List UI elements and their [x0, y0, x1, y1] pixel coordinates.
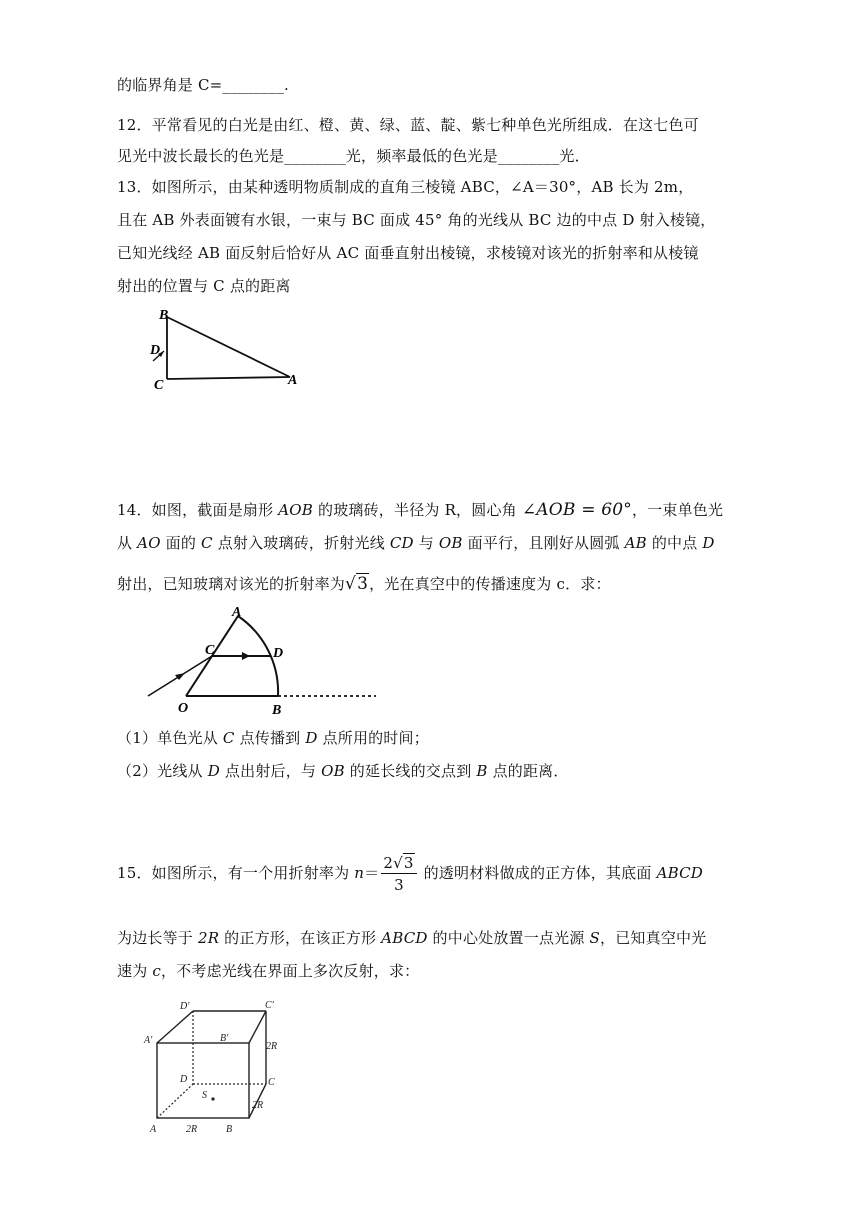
q13-line2: 且在 AB 外表面镀有水银，一束与 BC 面成 45° 角的光线从 BC 边的中点 D 射入棱镜， — [117, 211, 716, 229]
sqrt-3: √3 — [345, 574, 369, 594]
label-b: B — [226, 1124, 233, 1135]
label-b: B — [159, 308, 169, 323]
fraction-2sqrt3-over-3: $\frac{2√3}{3}$ — [381, 853, 416, 896]
label-edge-2r-bottom: 2R — [186, 1124, 198, 1135]
label-c: C — [154, 378, 164, 393]
q11-tail: 的临界角是 C=________. — [117, 76, 289, 94]
q13-line3: 已知光线经 AB 面反射后恰好从 AC 面垂直射出棱镜，求棱镜对该光的折射率和从棱镜 — [117, 244, 699, 262]
q14-sub2: （2）光线从 D 点出射后，与 OB 的延长线的交点到 B 点的距离． — [117, 762, 569, 780]
label-b1: B′ — [220, 1033, 229, 1044]
q15-cube-figure — [140, 995, 290, 1140]
label-c1: C′ — [265, 1000, 274, 1011]
q13-line1: 13．如图所示，由某种透明物质制成的直角三棱镜 ABC，∠A＝30°，AB 长为 2m， — [117, 178, 694, 196]
prism-side-ca — [167, 377, 290, 379]
q13-line4: 射出的位置与 C 点的距离 — [117, 277, 291, 295]
prism-side-ab — [167, 317, 290, 377]
q14-sub1: （1）单色光从 C 点传播到 D 点所用的时间； — [117, 729, 429, 747]
q14-line2: 从 AO 面的 C 点射入玻璃砖，折射光线 CD 与 OB 面平行，且刚好从圆弧 AB 的中点 D — [117, 534, 715, 552]
q14-line1: 14．如图，截面是扇形 AOB 的玻璃砖，半径为 R，圆心角 ∠AOB = 60°，一束单色光 — [117, 500, 724, 520]
label-edge-2r-depth: 2R — [252, 1100, 264, 1111]
label-d1: D′ — [180, 1001, 190, 1012]
label-a: A — [150, 1124, 157, 1135]
label-a: A — [288, 373, 298, 388]
label-a: A — [232, 605, 242, 620]
label-d: D — [273, 646, 284, 661]
label-a1: A′ — [144, 1035, 153, 1046]
edge-b1-c1 — [249, 1011, 266, 1043]
q12-line2: 见光中波长最长的色光是________光，频率最低的色光是________光． — [117, 147, 590, 165]
refracted-arrowhead — [242, 652, 250, 660]
label-c: C — [205, 643, 215, 658]
edge-a1-d1 — [157, 1011, 193, 1043]
label-edge-2r-vertical: 2R — [266, 1041, 278, 1052]
label-c: C — [268, 1077, 275, 1088]
q15-line2: 为边长等于 2R 的正方形，在该正方形 ABCD 的中心处放置一点光源 S，已知真空中光 — [117, 929, 707, 947]
label-s: S — [202, 1090, 207, 1101]
q12-line1: 12．平常看见的白光是由红、橙、黄、绿、蓝、靛、紫七种单色光所组成．在这七色可 — [117, 116, 699, 134]
light-source-dot — [211, 1097, 214, 1100]
q13-prism-figure — [140, 302, 310, 394]
label-b: B — [272, 703, 282, 718]
label-o: O — [178, 701, 189, 716]
hidden-edge-a-d — [157, 1084, 193, 1118]
q14-sector-figure — [140, 600, 390, 720]
label-d: D — [180, 1074, 188, 1085]
q14-line3: 射出，已知玻璃对该光的折射率为√3，光在真空中的传播速度为 c．求： — [117, 574, 611, 594]
q15-line1: 15．如图所示，有一个用折射率为 n＝ $\frac{2√3}{3}$ 的透明材料做成的正方体，其底面 ABCD — [117, 853, 703, 894]
angle-expression: ∠AOB = 60° — [521, 500, 632, 520]
label-d: D — [150, 343, 161, 358]
cube-front-face — [157, 1043, 249, 1118]
q15-line3: 速为 c，不考虑光线在界面上多次反射，求： — [117, 962, 420, 980]
